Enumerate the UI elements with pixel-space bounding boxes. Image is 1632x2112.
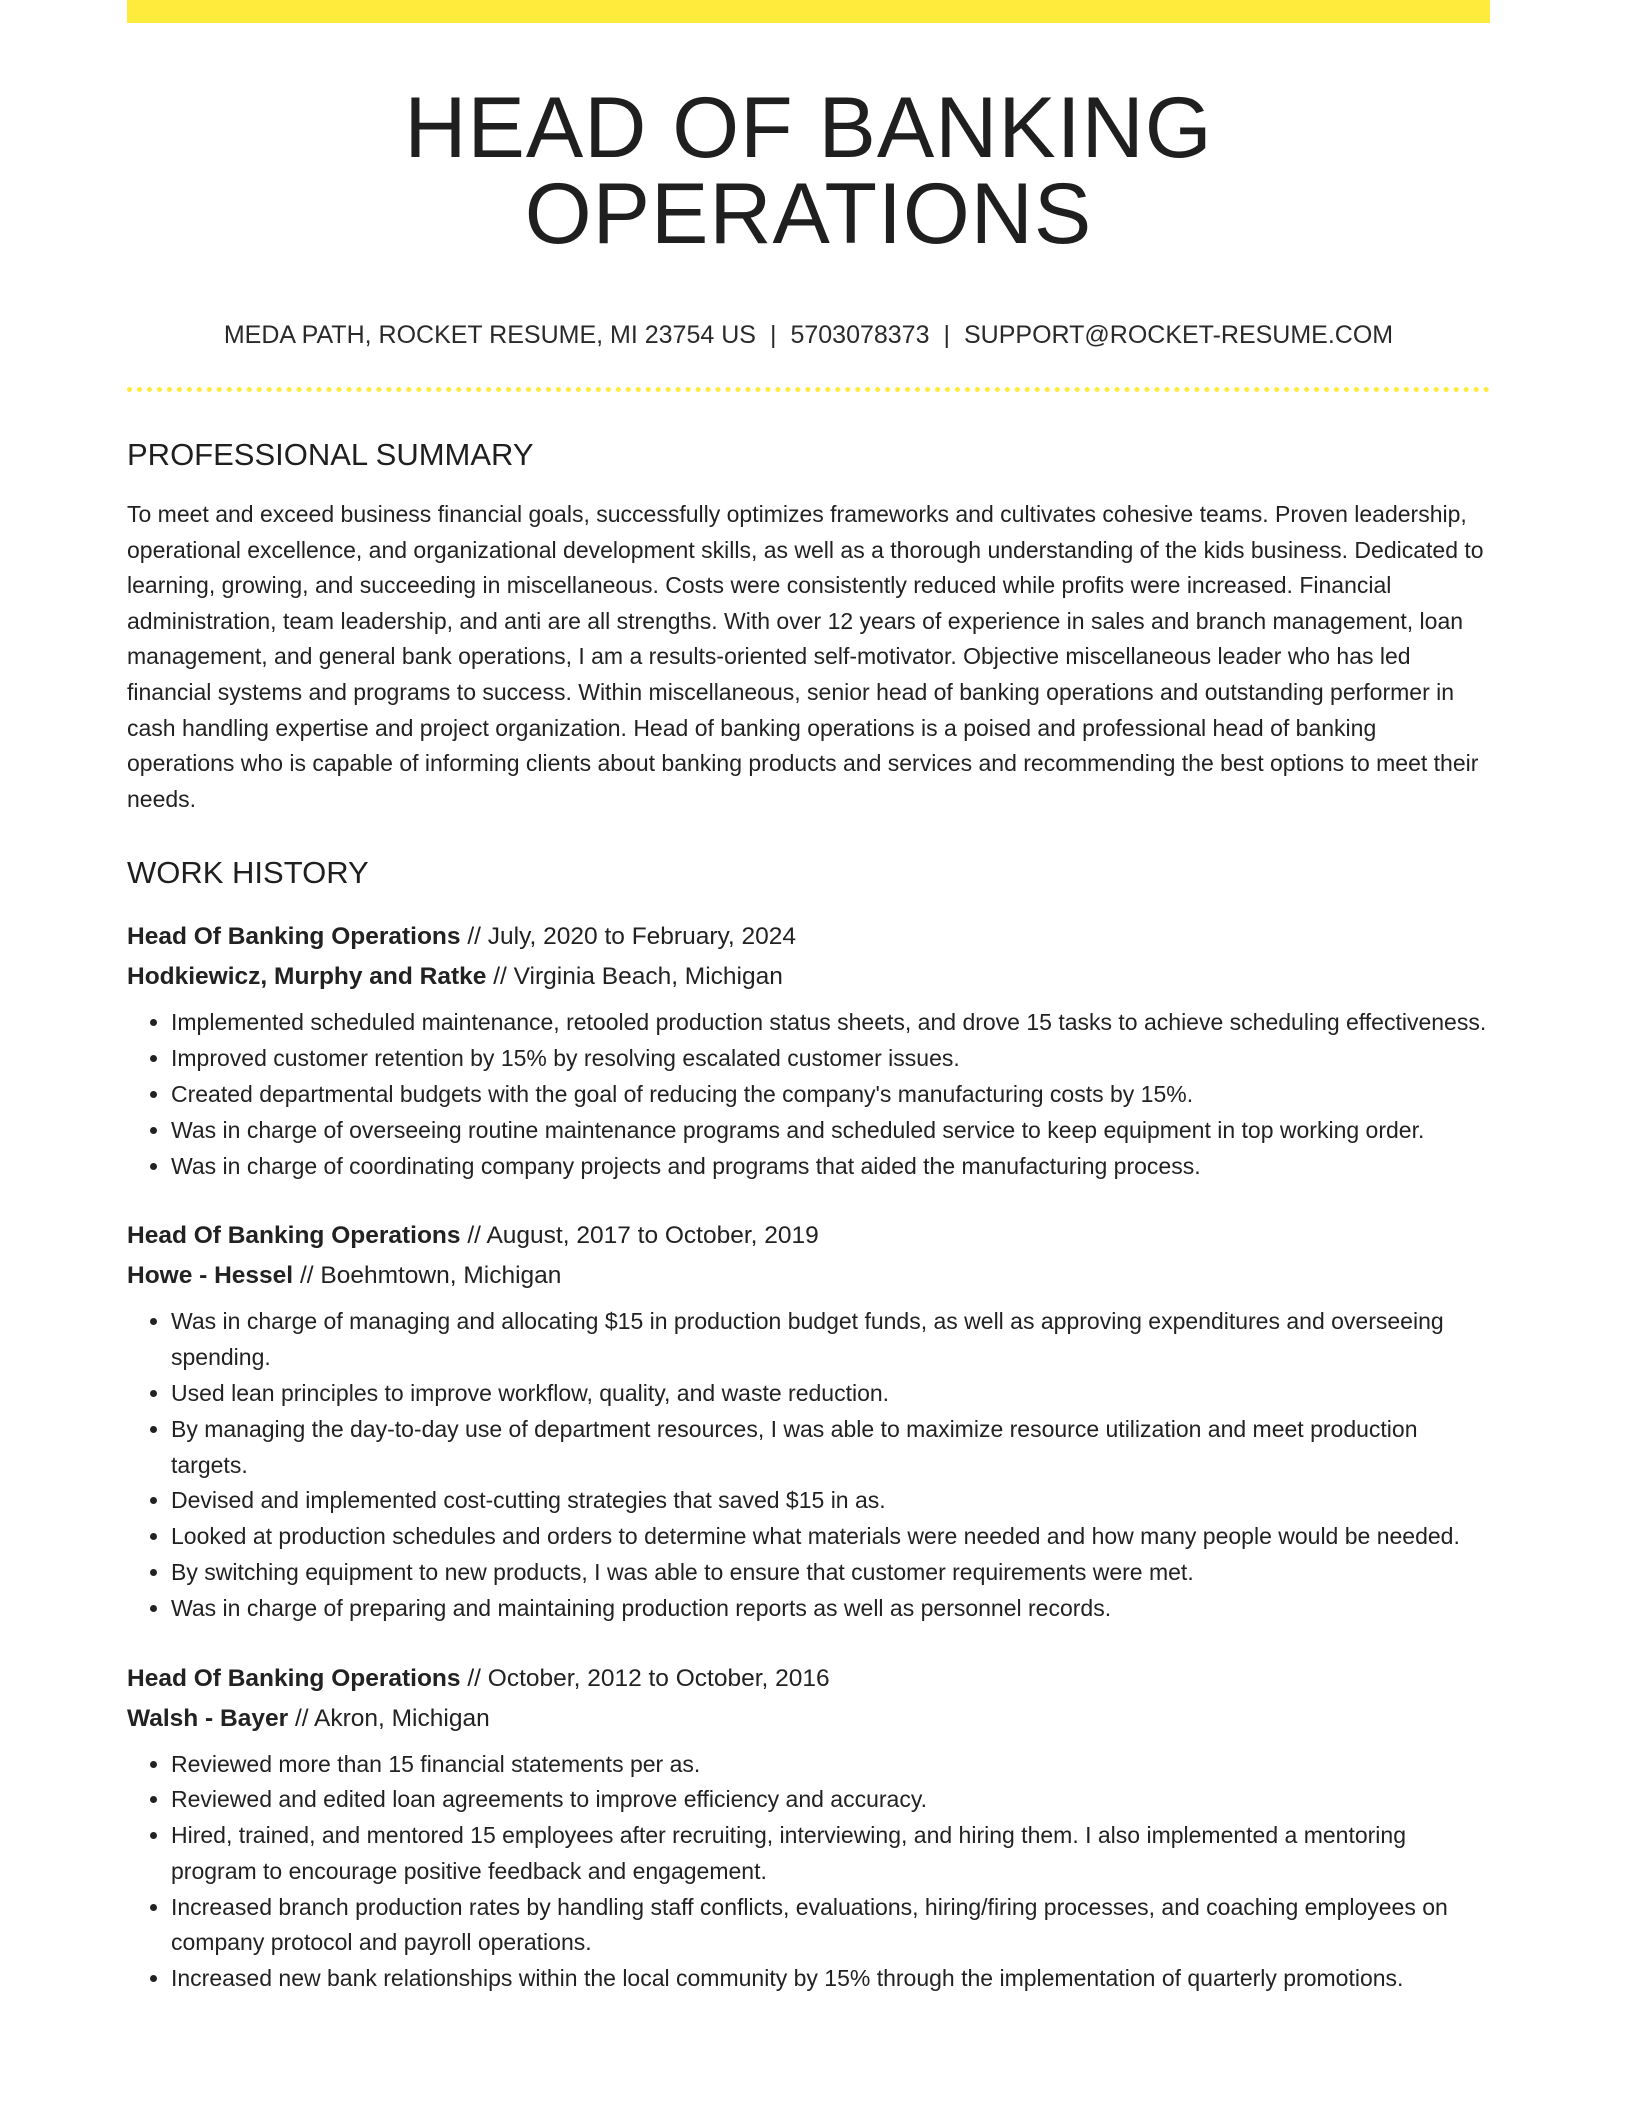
job-entry <box>127 1216 1490 1626</box>
job-title: Head Of Banking Operations <box>127 923 461 951</box>
work-history-heading: WORK HISTORY <box>127 855 369 891</box>
delimiter: // <box>467 923 481 951</box>
list-item: • Increased new bank relationships within the local community by 15% through the implementation of quarterly promotions. <box>171 1961 1490 1997</box>
contact-separator: | <box>769 321 777 349</box>
job-title-line <box>127 1216 1490 1256</box>
job-company-line <box>127 957 1490 997</box>
job-bullets <box>127 1747 1490 1998</box>
list-item: • Was in charge of managing and allocating $15 in production budget funds, as well as approving expenditures and overseeing spending. <box>171 1304 1490 1376</box>
job-entry <box>127 1659 1490 1998</box>
list-item: • Hired, trained, and mentored 15 employees after recruiting, interviewing, and hiring them. I also implemented a mentoring program to encourage positive feedback and engagement. <box>171 1818 1490 1890</box>
summary-text: To meet and exceed business financial goals, successfully optimizes frameworks and cultivates cohesive teams. Proven leadership, operational excellence, and organizational development skills, as well as a thorough understanding of the kids business. Dedicated to learning, growing, and succeeding in miscellaneous. Costs were consistently reduced while profits were increased. Financial administration, team leadership, and anti are all strengths. With over 12 years of experience in sales and branch management, loan management, and general bank operations, I am a results-oriented self-motivator. Objective miscellaneous leader who has led financial systems and programs to success. Within miscellaneous, senior head of banking operations and outstanding performer in cash handling expertise and project organization. Head of banking operations is a poised and professional head of banking operations who is capable of informing clients about banking products and services and recommending the best options to meet their needs. <box>127 501 1484 812</box>
job-company-line <box>127 1256 1490 1296</box>
job-title-line <box>127 917 1490 957</box>
job-dates: July, 2020 to February, 2024 <box>487 923 797 951</box>
delimiter: // <box>467 1222 481 1250</box>
list-item: • Reviewed and edited loan agreements to improve efficiency and accuracy. <box>171 1782 1490 1818</box>
list-item: • Implemented scheduled maintenance, retooled production status sheets, and drove 15 tasks to achieve scheduling effectiveness. <box>171 1005 1490 1041</box>
list-item: • Devised and implemented cost-cutting strategies that saved $15 in as. <box>171 1483 1490 1519</box>
list-item: • Reviewed more than 15 financial statements per as. <box>171 1747 1490 1783</box>
contact-address: MEDA PATH, ROCKET RESUME, MI 23754 US <box>223 321 756 349</box>
list-item: • Created departmental budgets with the goal of reducing the company's manufacturing costs by 15%. <box>171 1077 1490 1113</box>
page-title: HEAD OF BANKING OPERATIONS <box>404 80 1213 262</box>
list-item: • Was in charge of overseeing routine maintenance programs and scheduled service to keep equipment in top working order. <box>171 1113 1490 1149</box>
summary-heading: PROFESSIONAL SUMMARY <box>127 437 534 472</box>
list-item: • Used lean principles to improve workflow, quality, and waste reduction. <box>171 1376 1490 1412</box>
job-location: Boehmtown, Michigan <box>320 1262 562 1290</box>
contact-line <box>127 323 1490 348</box>
delimiter: // <box>299 1262 314 1290</box>
list-item: • Improved customer retention by 15% by resolving escalated customer issues. <box>171 1041 1490 1077</box>
contact-email: SUPPORT@ROCKET-RESUME.COM <box>964 321 1394 349</box>
job-entry <box>127 917 1490 1184</box>
job-bullets <box>127 1005 1490 1184</box>
job-company-line <box>127 1699 1490 1739</box>
dotted-divider <box>127 387 1490 392</box>
job-bullets <box>127 1304 1490 1626</box>
list-item: • Was in charge of preparing and maintaining production reports as well as personnel records. <box>171 1591 1490 1627</box>
contact-separator: | <box>943 321 950 349</box>
job-location: Akron, Michigan <box>314 1704 490 1732</box>
job-title: Head Of Banking Operations <box>127 1664 461 1692</box>
job-dates: August, 2017 to October, 2019 <box>486 1222 819 1250</box>
job-company: Walsh - Bayer <box>127 1704 289 1732</box>
job-list <box>127 917 1490 1997</box>
list-item: • Looked at production schedules and orders to determine what materials were needed and how many people would be needed. <box>171 1519 1490 1555</box>
job-company: Hodkiewicz, Murphy and Ratke <box>127 963 487 991</box>
resume-page <box>127 0 1490 1997</box>
delimiter: // <box>294 1704 309 1732</box>
list-item: • By managing the day-to-day use of department resources, I was able to maximize resource utilization and meet production targets. <box>171 1412 1490 1484</box>
job-title-line <box>127 1659 1490 1699</box>
job-dates: October, 2012 to October, 2016 <box>487 1664 830 1692</box>
delimiter: // <box>493 963 507 991</box>
job-title: Head Of Banking Operations <box>127 1222 461 1250</box>
delimiter: // <box>467 1664 481 1692</box>
job-company: Howe - Hessel <box>127 1262 294 1290</box>
list-item: • Increased branch production rates by handling staff conflicts, evaluations, hiring/firing processes, and coaching employees on company protocol and payroll operations. <box>171 1890 1490 1962</box>
list-item: • By switching equipment to new products, I was able to ensure that customer requirements were met. <box>171 1555 1490 1591</box>
contact-phone: 5703078373 <box>790 321 930 349</box>
list-item: • Was in charge of coordinating company projects and programs that aided the manufacturing process. <box>171 1149 1490 1185</box>
job-location: Virginia Beach, Michigan <box>513 963 783 991</box>
accent-bar <box>127 0 1490 23</box>
